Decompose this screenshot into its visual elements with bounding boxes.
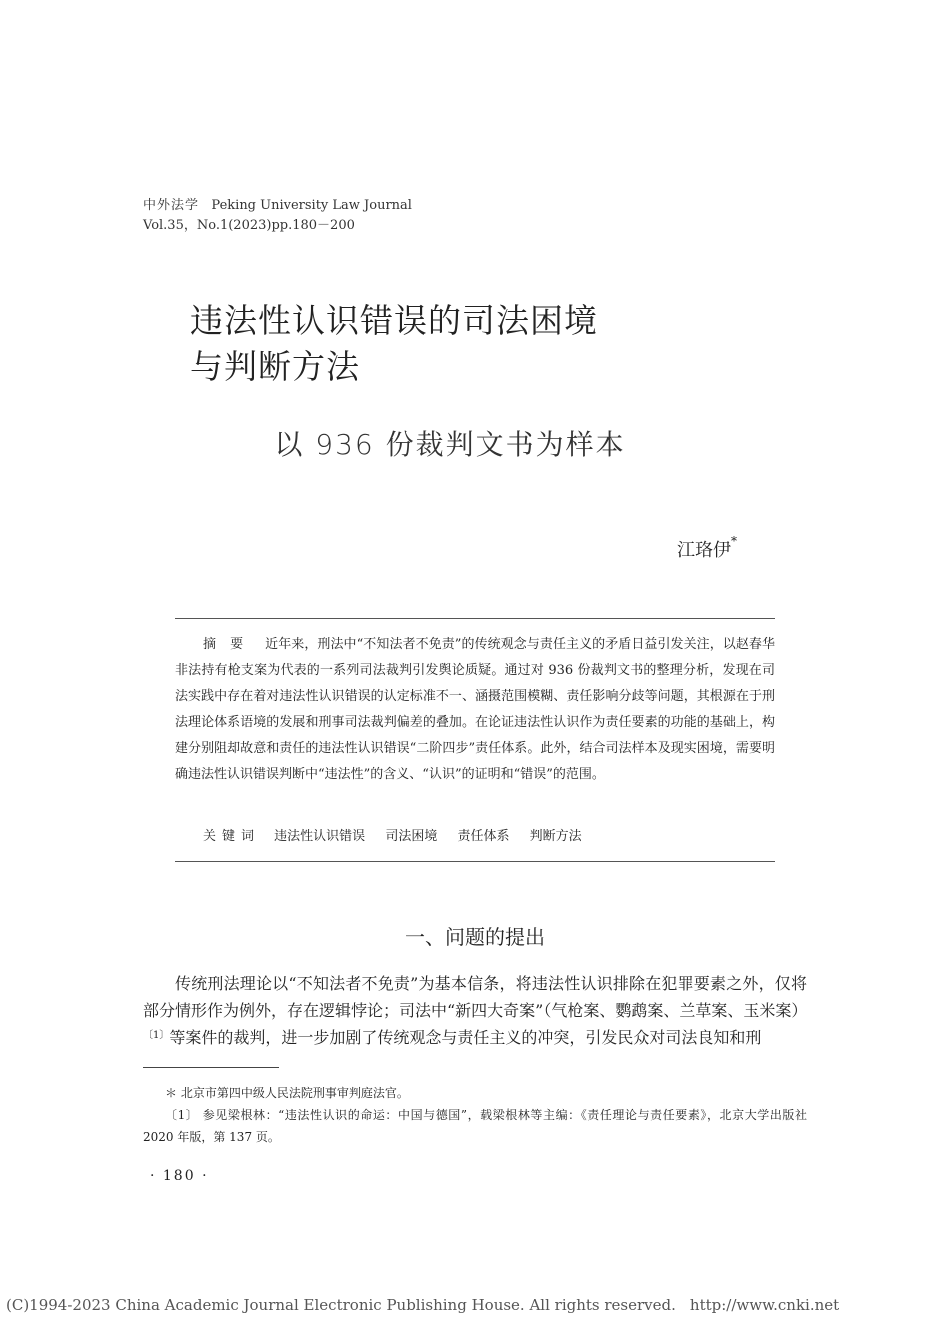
- copyright-text: (C)1994-2023 China Academic Journal Electronic Publishing House. All rights reserved.: [6, 1296, 676, 1314]
- copyright-footer: [6, 1296, 839, 1314]
- article-subtitle: 以 936 份裁判文书为样本: [274, 428, 626, 461]
- footnote-1: 〔1〕 参见梁根林：“违法性认识的命运：中国与德国”，载梁根林等主编：《责任理论与责任要素》，北京大学出版社 2020 年版，第 137 页。: [143, 1108, 807, 1144]
- article-title: [190, 298, 598, 390]
- keywords: [203, 825, 598, 844]
- footnote-reference: 〔1〕: [143, 1030, 170, 1041]
- journal-citation: Vol.35，No.1(2023)pp.180－200: [143, 218, 355, 233]
- cnki-url: http://www.cnki.net: [689, 1296, 840, 1314]
- author: [677, 536, 737, 562]
- journal-name-cn: 中外法学: [143, 198, 200, 213]
- keywords-label: 关键词: [203, 829, 261, 844]
- body-text: [143, 970, 807, 1051]
- footnotes: [143, 1082, 807, 1148]
- body-paragraph: [143, 970, 807, 1051]
- author-footnote-mark: *: [731, 534, 737, 548]
- body-text-before-note: 传统刑法理论以“不知法者不免责”为基本信条，将违法性认识排除在犯罪要素之外，仅将部分情形作为例外，存在逻辑悖论；司法中“新四大奇案”（气枪案、鹦鹉案、兰草案、玉米案）: [143, 974, 808, 1020]
- keyword-item: 责任体系: [457, 829, 510, 844]
- author-name: 江珞伊: [677, 540, 731, 561]
- title-line-1: 违法性认识错误的司法困境: [190, 301, 598, 340]
- journal-header: [143, 196, 412, 236]
- footnote-author: ＊ 北京市第四中级人民法院刑事审判庭法官。: [165, 1086, 409, 1100]
- abstract-bottom-rule: [175, 861, 775, 862]
- section-heading: 一、问题的提出: [405, 925, 545, 949]
- abstract: [175, 632, 775, 788]
- abstract-label: 摘要: [203, 637, 258, 652]
- journal-name-en: Peking University Law Journal: [211, 198, 412, 213]
- title-line-2: 与判断方法: [190, 347, 360, 386]
- keyword-item: 违法性认识错误: [274, 829, 366, 844]
- body-text-after-note: 等案件的裁判，进一步加剧了传统观念与责任主义的冲突，引发民众对司法良知和刑: [169, 1028, 762, 1047]
- abstract-top-rule: [175, 618, 775, 619]
- footnote-rule: [143, 1067, 279, 1068]
- keyword-item: 判断方法: [529, 829, 582, 844]
- abstract-text: 近年来，刑法中“不知法者不免责”的传统观念与责任主义的矛盾日益引发关注，以赵春华非法持有枪支案为代表的一系列司法裁判引发舆论质疑。通过对 936 份裁判文书的整理分析，发现在司法实践中存在着对违法性认识错误的认定标准不一、涵摄范围模糊、责任影响分歧等问题，其根源在于刑法理论体系语境的发展和刑事司法裁判偏差的叠加。在论证违法性认识作为责任要素的功能的基础上，构建分别阻却故意和责任的违法性认识错误“二阶四步”责任体系。此外，结合司法样本及现实困境，需要明确违法性认识错误判断中“违法性”的含义、“认识”的证明和“错误”的范围。: [175, 637, 775, 782]
- keyword-item: 司法困境: [385, 829, 438, 844]
- page-number: · 180 ·: [150, 1168, 209, 1184]
